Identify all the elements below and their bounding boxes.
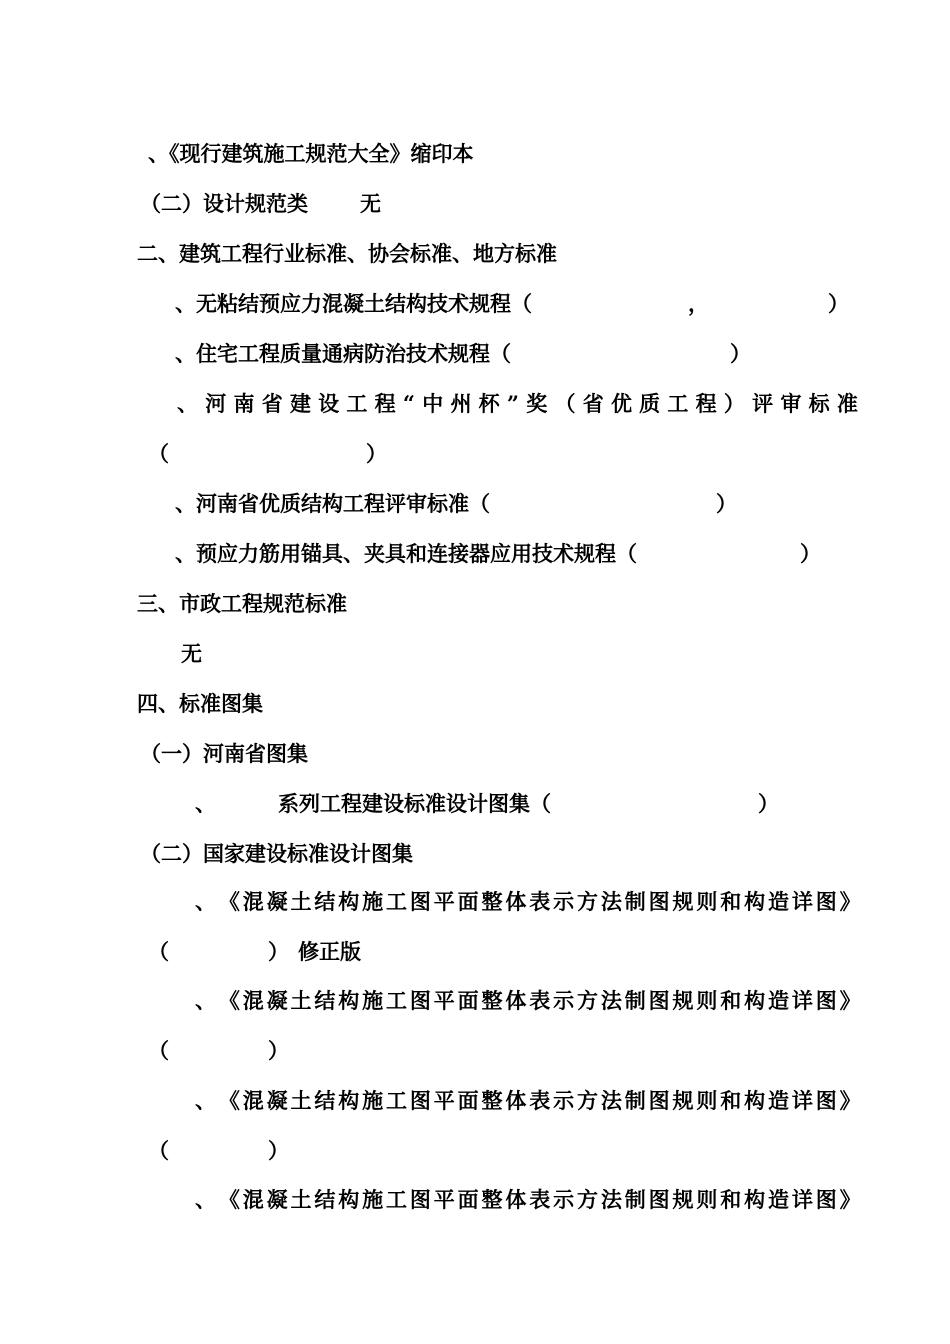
- list-item-anchorage-code: 、预应力筋用锚具、夹具和连接器应用技术规程（: [175, 541, 637, 566]
- text-char: 、: [195, 889, 216, 914]
- text-char: 施: [362, 988, 384, 1013]
- text-char: 示: [553, 1088, 575, 1113]
- text-char: 规: [672, 1088, 694, 1113]
- text-char: ”: [506, 391, 519, 416]
- text-char: 、: [195, 1187, 216, 1212]
- text-char: 图: [648, 1088, 670, 1113]
- text-char: 审: [780, 391, 802, 416]
- text-char: 图: [815, 889, 837, 914]
- text-char: 结: [314, 889, 336, 914]
- text-char: 制: [624, 988, 646, 1013]
- text-char: 详: [791, 988, 813, 1013]
- text-char: 示: [553, 889, 575, 914]
- text-char: 土: [290, 1187, 312, 1212]
- text-char: 整: [481, 988, 503, 1013]
- text-char: 》: [839, 988, 861, 1013]
- text-char: 图: [815, 1088, 837, 1113]
- text-char: 方: [577, 988, 598, 1013]
- text-char: 造: [768, 1187, 789, 1212]
- text-char: 规: [672, 1187, 694, 1212]
- text-char: 面: [457, 988, 479, 1013]
- text-char: 凝: [266, 889, 288, 914]
- text-char: 土: [290, 1088, 312, 1113]
- atlas-1-revised-edition: 修正版: [298, 939, 361, 964]
- section-heading-industry-standards: 二、建筑工程行业标准、协会标准、地方标准: [137, 241, 557, 266]
- text-char: 评: [752, 391, 774, 416]
- text-char: 混: [242, 1187, 264, 1212]
- list-item-series-design-atlas: 系列工程建设标准设计图集（: [278, 791, 551, 816]
- text-char: 》: [839, 1088, 861, 1113]
- text-char: 方: [577, 1088, 598, 1113]
- text-char: 省: [582, 391, 604, 416]
- text-char: 优: [610, 391, 632, 416]
- text-char: 图: [409, 889, 431, 914]
- subsection-heading-national-atlas: （二）国家建设标准设计图集: [140, 841, 413, 866]
- text-char: 工: [386, 1088, 407, 1113]
- text-char: 工: [346, 391, 368, 416]
- text-char: 方: [577, 889, 598, 914]
- atlas-1-close-paren: ）: [268, 939, 289, 964]
- text-char: 程: [374, 391, 396, 416]
- text-char: 规: [672, 889, 694, 914]
- text-char: 面: [457, 1088, 479, 1113]
- text-char: 整: [481, 1187, 503, 1212]
- list-item-quality-structure-standard: 、河南省优质结构工程评审标准（: [175, 491, 490, 516]
- text-char: 表: [529, 1088, 551, 1113]
- text-char: 和: [720, 889, 742, 914]
- text-char: 制: [624, 889, 646, 914]
- text-char: 则: [696, 889, 718, 914]
- text-char: 造: [768, 1088, 789, 1113]
- text-char: 则: [696, 988, 718, 1013]
- text-char: 图: [409, 1187, 431, 1212]
- text-char: 施: [362, 1187, 384, 1212]
- text-char: ）: [723, 391, 745, 416]
- text-char: 标: [808, 391, 830, 416]
- text-char: 示: [553, 1187, 575, 1212]
- text-char: 工: [386, 889, 407, 914]
- text-char: 混: [242, 889, 264, 914]
- atlas-2-open-paren: （: [148, 1038, 169, 1063]
- text-char: 《: [218, 988, 240, 1013]
- section-heading-design-specs: （二）设计规范类: [140, 191, 308, 216]
- text-char: 、: [195, 988, 216, 1013]
- list-item-unbonded-comma: ，: [688, 291, 709, 316]
- list-item-concrete-drawing-rules-1: [195, 888, 861, 916]
- text-char: 详: [791, 889, 813, 914]
- text-char: 构: [338, 988, 360, 1013]
- list-item-concrete-drawing-rules-3: [195, 1087, 861, 1115]
- text-char: 方: [577, 1187, 598, 1212]
- atlas-3-close-paren: ）: [268, 1138, 289, 1163]
- text-char: 奖: [526, 391, 548, 416]
- text-char: 和: [720, 1187, 742, 1212]
- text-char: 造: [768, 889, 789, 914]
- text-char: 结: [314, 1187, 336, 1212]
- section-heading-standard-atlas: 四、标准图集: [137, 691, 263, 716]
- list-item-concrete-drawing-rules-4: [195, 1186, 861, 1214]
- text-char: “: [402, 391, 415, 416]
- text-char: 建: [289, 391, 311, 416]
- text-char: 制: [624, 1088, 646, 1113]
- text-char: 土: [290, 889, 312, 914]
- text-char: 造: [768, 988, 789, 1013]
- text-char: 面: [457, 1187, 479, 1212]
- text-char: 表: [529, 988, 551, 1013]
- text-char: 体: [505, 1187, 527, 1212]
- text-char: 构: [744, 889, 766, 914]
- text-char: 《: [218, 889, 240, 914]
- text-char: 工: [386, 1187, 407, 1212]
- text-char: 面: [457, 889, 479, 914]
- text-char: 准: [836, 391, 858, 416]
- text-char: 平: [433, 1088, 455, 1113]
- text-char: 图: [648, 1187, 670, 1212]
- text-char: 》: [839, 889, 861, 914]
- text-char: 图: [648, 889, 670, 914]
- text-char: 制: [624, 1187, 646, 1212]
- text-char: 构: [744, 1088, 766, 1113]
- atlas-1-open-paren: （: [148, 939, 169, 964]
- text-char: 构: [338, 889, 360, 914]
- text-char: 》: [839, 1187, 861, 1212]
- quality-structure-close-paren: ）: [716, 491, 737, 516]
- text-char: 体: [505, 1088, 527, 1113]
- text-char: 构: [744, 988, 766, 1013]
- text-char: 施: [362, 889, 384, 914]
- text-char: 州: [450, 391, 472, 416]
- text-char: 《: [218, 1187, 240, 1212]
- text-char: 、: [177, 391, 198, 416]
- text-char: 南: [233, 391, 255, 416]
- text-char: 图: [815, 988, 837, 1013]
- anchorage-close-paren: ）: [800, 541, 821, 566]
- text-char: 整: [481, 889, 503, 914]
- text-char: 构: [338, 1187, 360, 1212]
- text-char: 法: [600, 889, 622, 914]
- list-item-unbonded-close-paren: ）: [828, 291, 849, 316]
- text-char: 土: [290, 988, 312, 1013]
- series-atlas-close-paren: ）: [758, 791, 779, 816]
- text-char: 和: [720, 988, 742, 1013]
- text-char: 构: [744, 1187, 766, 1212]
- list-item-construction-spec-handbook: 、《现行建筑施工规范大全》缩印本: [148, 141, 474, 166]
- text-char: 图: [648, 988, 670, 1013]
- text-char: 杯: [478, 391, 500, 416]
- text-char: 图: [409, 1088, 431, 1113]
- text-char: 平: [433, 889, 455, 914]
- zhongzhou-close-paren: ）: [366, 441, 387, 466]
- text-char: 详: [791, 1187, 813, 1212]
- subsection-heading-henan-atlas: （一）河南省图集: [140, 741, 308, 766]
- text-char: 省: [261, 391, 283, 416]
- text-char: 工: [667, 391, 689, 416]
- text-char: 程: [695, 391, 717, 416]
- text-char: 凝: [266, 1088, 288, 1113]
- text-char: 体: [505, 988, 527, 1013]
- text-char: 规: [672, 988, 694, 1013]
- atlas-2-close-paren: ）: [268, 1038, 289, 1063]
- henan-atlas-item-mark: 、: [195, 791, 216, 816]
- text-char: 混: [242, 1088, 264, 1113]
- text-char: 表: [529, 1187, 551, 1212]
- text-char: 详: [791, 1088, 813, 1113]
- text-char: 平: [433, 988, 455, 1013]
- text-char: 结: [314, 1088, 336, 1113]
- text-char: 中: [422, 391, 444, 416]
- text-char: 质: [639, 391, 661, 416]
- text-char: 体: [505, 889, 527, 914]
- text-char: 和: [720, 1088, 742, 1113]
- text-char: 平: [433, 1187, 455, 1212]
- list-item-zhongzhou-cup-standard: [177, 390, 858, 418]
- text-char: 结: [314, 988, 336, 1013]
- list-item-unbonded-prestressed-code: 、无粘结预应力混凝土结构技术规程（: [175, 291, 532, 316]
- text-char: 构: [338, 1088, 360, 1113]
- text-char: 示: [553, 988, 575, 1013]
- text-char: 则: [696, 1088, 718, 1113]
- text-char: 法: [600, 988, 622, 1013]
- text-char: （: [554, 391, 576, 416]
- text-char: 法: [600, 1187, 622, 1212]
- text-char: 、: [195, 1088, 216, 1113]
- text-char: 工: [386, 988, 407, 1013]
- text-char: 《: [218, 1088, 240, 1113]
- text-char: 图: [815, 1187, 837, 1212]
- text-char: 图: [409, 988, 431, 1013]
- text-char: 河: [205, 391, 227, 416]
- text-char: 整: [481, 1088, 503, 1113]
- atlas-3-open-paren: （: [148, 1138, 169, 1163]
- text-char: 法: [600, 1088, 622, 1113]
- text-char: 则: [696, 1187, 718, 1212]
- section-heading-municipal-standards: 三、市政工程规范标准: [137, 591, 347, 616]
- list-item-concrete-drawing-rules-2: [195, 987, 861, 1015]
- text-char: 混: [242, 988, 264, 1013]
- text-char: 表: [529, 889, 551, 914]
- zhongzhou-open-paren: （: [148, 441, 169, 466]
- text-char: 凝: [266, 988, 288, 1013]
- text-char: 施: [362, 1088, 384, 1113]
- list-item-residential-quality-code: 、住宅工程质量通病防治技术规程（: [175, 341, 511, 366]
- design-specs-none-value: 无: [360, 191, 381, 216]
- list-item-residential-close-paren: ）: [730, 341, 751, 366]
- text-char: 凝: [266, 1187, 288, 1212]
- text-char: 设: [318, 391, 340, 416]
- municipal-none-value: 无: [181, 641, 202, 666]
